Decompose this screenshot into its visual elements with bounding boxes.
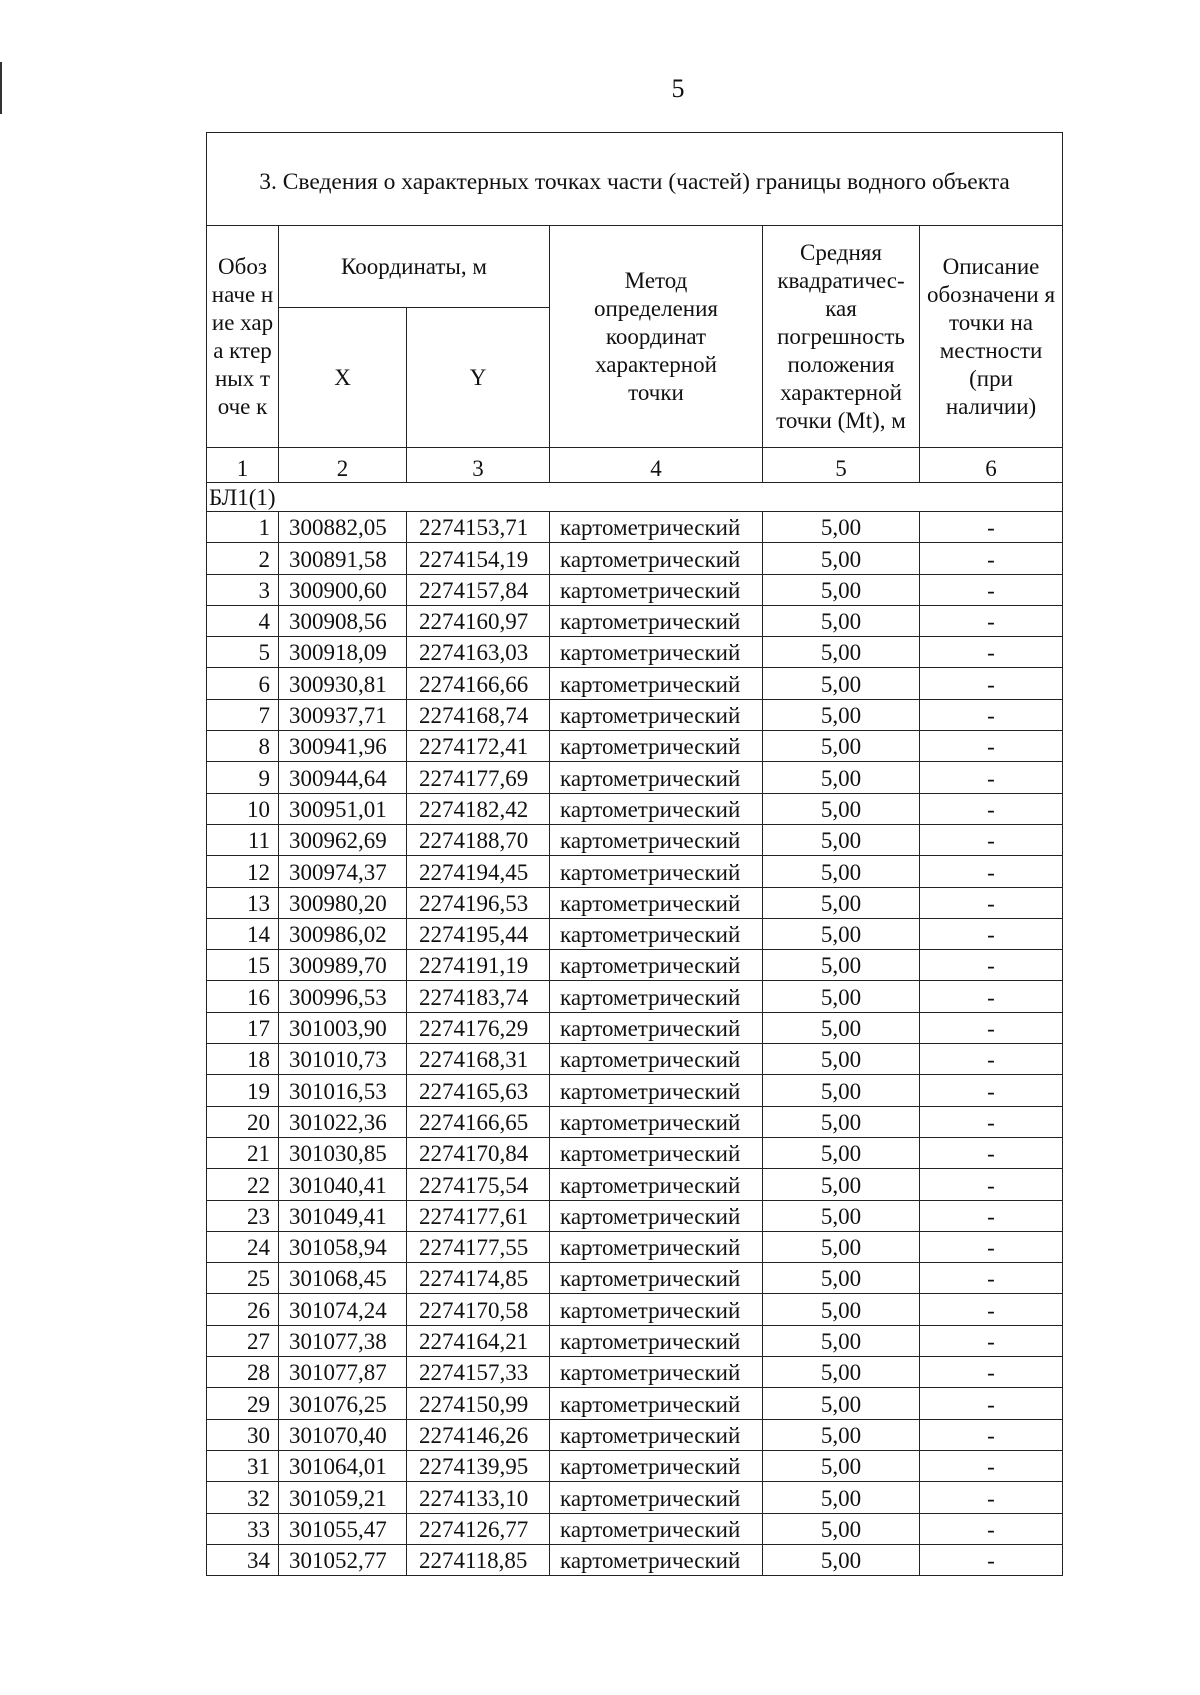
point-number-cell: 16 [207,981,279,1012]
point-number-cell: 13 [207,887,279,918]
method-cell: картометрический [550,856,763,887]
description-cell: - [920,1137,1063,1168]
coord-y-cell: 2274183,74 [407,981,550,1012]
column-number: 2 [279,448,407,483]
mean-error-cell: 5,00 [763,1482,920,1513]
method-cell: картометрический [550,1544,763,1575]
coord-y-cell: 2274165,63 [407,1075,550,1106]
mean-error-cell: 5,00 [763,1357,920,1388]
description-cell: - [920,1294,1063,1325]
point-number-cell: 20 [207,1106,279,1137]
method-cell: картометрический [550,512,763,543]
method-cell: картометрический [550,543,763,574]
point-number-cell: 32 [207,1482,279,1513]
table-row [207,1200,1063,1231]
point-number-cell: 29 [207,1388,279,1419]
mean-error-cell: 5,00 [763,1169,920,1200]
coord-x-cell: 301076,25 [279,1388,407,1419]
point-number-cell: 31 [207,1450,279,1481]
table-row [207,1137,1063,1168]
table-row [207,605,1063,636]
point-number-cell: 5 [207,637,279,668]
header-y: Y [407,308,550,448]
table-row [207,1388,1063,1419]
table-row [207,1544,1063,1575]
coord-y-cell: 2274177,69 [407,762,550,793]
coord-x-cell: 301052,77 [279,1544,407,1575]
method-cell: картометрический [550,1294,763,1325]
table-row [207,1325,1063,1356]
coord-x-cell: 301074,24 [279,1294,407,1325]
coord-y-cell: 2274188,70 [407,824,550,855]
point-number-cell: 24 [207,1231,279,1262]
coord-x-cell: 300996,53 [279,981,407,1012]
coord-y-cell: 2274195,44 [407,918,550,949]
point-number-cell: 34 [207,1544,279,1575]
coord-y-cell: 2274139,95 [407,1450,550,1481]
table-row [207,1513,1063,1544]
description-cell: - [920,1388,1063,1419]
point-number-cell: 33 [207,1513,279,1544]
method-cell: картометрический [550,1106,763,1137]
coord-x-cell: 300944,64 [279,762,407,793]
method-cell: картометрический [550,1450,763,1481]
column-number: 5 [763,448,920,483]
mean-error-cell: 5,00 [763,1137,920,1168]
description-cell: - [920,1044,1063,1075]
column-number: 1 [207,448,279,483]
description-cell: - [920,918,1063,949]
description-cell: - [920,887,1063,918]
mean-error-cell: 5,00 [763,512,920,543]
coord-y-cell: 2274166,66 [407,668,550,699]
method-cell: картометрический [550,887,763,918]
point-number-cell: 2 [207,543,279,574]
table-row [207,793,1063,824]
column-number: 4 [550,448,763,483]
table-row [207,1169,1063,1200]
mean-error-cell: 5,00 [763,918,920,949]
point-number-cell: 4 [207,605,279,636]
table-row [207,1482,1063,1513]
point-number-cell: 27 [207,1325,279,1356]
method-cell: картометрический [550,1325,763,1356]
table-row [207,668,1063,699]
mean-error-cell: 5,00 [763,668,920,699]
point-number-cell: 30 [207,1419,279,1450]
point-number-cell: 12 [207,856,279,887]
coord-x-cell: 301055,47 [279,1513,407,1544]
description-cell: - [920,1325,1063,1356]
mean-error-cell: 5,00 [763,1325,920,1356]
method-cell: картометрический [550,950,763,981]
description-cell: - [920,512,1063,543]
mean-error-cell: 5,00 [763,1544,920,1575]
coord-x-cell: 301022,36 [279,1106,407,1137]
table-row [207,950,1063,981]
method-cell: картометрический [550,1044,763,1075]
point-number-cell: 10 [207,793,279,824]
coord-x-cell: 300974,37 [279,856,407,887]
coord-y-cell: 2274176,29 [407,1012,550,1043]
description-cell: - [920,1106,1063,1137]
mean-error-cell: 5,00 [763,824,920,855]
point-number-cell: 15 [207,950,279,981]
description-cell: - [920,1513,1063,1544]
method-cell: картометрический [550,1075,763,1106]
method-cell: картометрический [550,1137,763,1168]
coord-x-cell: 300962,69 [279,824,407,855]
table-row [207,574,1063,605]
coord-y-cell: 2274196,53 [407,887,550,918]
method-cell: картометрический [550,918,763,949]
coord-x-cell: 301064,01 [279,1450,407,1481]
table-row [207,1419,1063,1450]
description-cell: - [920,731,1063,762]
method-cell: картометрический [550,1482,763,1513]
coord-x-cell: 301070,40 [279,1419,407,1450]
description-cell: - [920,543,1063,574]
coord-y-cell: 2274168,74 [407,699,550,730]
coord-y-cell: 2274168,31 [407,1044,550,1075]
mean-error-cell: 5,00 [763,1263,920,1294]
description-cell: - [920,1012,1063,1043]
point-number-cell: 14 [207,918,279,949]
point-number-cell: 22 [207,1169,279,1200]
coord-y-cell: 2274118,85 [407,1544,550,1575]
mean-error-cell: 5,00 [763,1231,920,1262]
mean-error-cell: 5,00 [763,856,920,887]
method-cell: картометрический [550,1200,763,1231]
coord-y-cell: 2274170,84 [407,1137,550,1168]
description-cell: - [920,1231,1063,1262]
table-row [207,1231,1063,1262]
coord-y-cell: 2274177,55 [407,1231,550,1262]
method-cell: картометрический [550,824,763,855]
coord-y-cell: 2274150,99 [407,1388,550,1419]
table-row [207,1263,1063,1294]
method-cell: картометрический [550,793,763,824]
coord-y-cell: 2274146,26 [407,1419,550,1450]
mean-error-cell: 5,00 [763,1419,920,1450]
mean-error-cell: 5,00 [763,1513,920,1544]
coord-x-cell: 300908,56 [279,605,407,636]
description-cell: - [920,793,1063,824]
point-number-cell: 6 [207,668,279,699]
table-row [207,1357,1063,1388]
mean-error-cell: 5,00 [763,574,920,605]
coord-y-cell: 2274164,21 [407,1325,550,1356]
coord-x-cell: 300989,70 [279,950,407,981]
description-cell: - [920,762,1063,793]
table-row [207,887,1063,918]
coord-x-cell: 300986,02 [279,918,407,949]
coord-x-cell: 300918,09 [279,637,407,668]
coord-y-cell: 2274157,84 [407,574,550,605]
coord-y-cell: 2274163,03 [407,637,550,668]
coord-x-cell: 301040,41 [279,1169,407,1200]
coord-x-cell: 300900,60 [279,574,407,605]
description-cell: - [920,1357,1063,1388]
mean-error-cell: 5,00 [763,981,920,1012]
table-row [207,1044,1063,1075]
description-cell: - [920,699,1063,730]
method-cell: картометрический [550,637,763,668]
table-row [207,699,1063,730]
description-cell: - [920,574,1063,605]
mean-error-cell: 5,00 [763,1106,920,1137]
mean-error-cell: 5,00 [763,793,920,824]
coord-x-cell: 300930,81 [279,668,407,699]
description-cell: - [920,605,1063,636]
point-number-cell: 11 [207,824,279,855]
table-row [207,856,1063,887]
coord-y-cell: 2274157,33 [407,1357,550,1388]
mean-error-cell: 5,00 [763,637,920,668]
mean-error-cell: 5,00 [763,543,920,574]
table-row [207,637,1063,668]
point-number-cell: 7 [207,699,279,730]
header-error: Средняя квадратичес- кая погрешность положения характерной точки (Mt), м [763,226,920,448]
coord-y-cell: 2274191,19 [407,950,550,981]
table-body [207,512,1063,1576]
coord-x-cell: 301077,38 [279,1325,407,1356]
table-row [207,1012,1063,1043]
point-number-cell: 28 [207,1357,279,1388]
header-description: Описание обозначени я точки на местности (при наличии) [920,226,1063,448]
coord-x-cell: 301003,90 [279,1012,407,1043]
description-cell: - [920,856,1063,887]
method-cell: картометрический [550,1419,763,1450]
coord-x-cell: 301016,53 [279,1075,407,1106]
boundary-points-table-wrapper [206,132,1062,1576]
coord-y-cell: 2274126,77 [407,1513,550,1544]
coord-y-cell: 2274154,19 [407,543,550,574]
table-row [207,918,1063,949]
mean-error-cell: 5,00 [763,699,920,730]
table-row [207,824,1063,855]
coord-y-cell: 2274174,85 [407,1263,550,1294]
section-label: БЛ1(1) [207,483,1063,512]
column-number-row [207,448,1063,483]
method-cell: картометрический [550,762,763,793]
header-method: Метод определения координат характерной точки [550,226,763,448]
mean-error-cell: 5,00 [763,1012,920,1043]
coord-y-cell: 2274172,41 [407,731,550,762]
description-cell: - [920,981,1063,1012]
description-cell: - [920,1200,1063,1231]
table-row [207,762,1063,793]
table-row [207,1106,1063,1137]
method-cell: картометрический [550,1231,763,1262]
mean-error-cell: 5,00 [763,887,920,918]
column-number: 6 [920,448,1063,483]
point-number-cell: 18 [207,1044,279,1075]
description-cell: - [920,1544,1063,1575]
coord-y-cell: 2274170,58 [407,1294,550,1325]
coord-x-cell: 300951,01 [279,793,407,824]
table-row [207,543,1063,574]
mean-error-cell: 5,00 [763,1388,920,1419]
method-cell: картометрический [550,1513,763,1544]
coord-x-cell: 301010,73 [279,1044,407,1075]
description-cell: - [920,1075,1063,1106]
point-number-cell: 17 [207,1012,279,1043]
description-cell: - [920,637,1063,668]
coord-x-cell: 300891,58 [279,543,407,574]
coord-y-cell: 2274182,42 [407,793,550,824]
coord-y-cell: 2274160,97 [407,605,550,636]
point-number-cell: 26 [207,1294,279,1325]
coord-y-cell: 2274153,71 [407,512,550,543]
description-cell: - [920,1263,1063,1294]
table-title: 3. Сведения о характерных точках части (частей) границы водного объекта [207,133,1063,226]
point-number-cell: 3 [207,574,279,605]
description-cell: - [920,1482,1063,1513]
coord-y-cell: 2274194,45 [407,856,550,887]
point-number-cell: 9 [207,762,279,793]
method-cell: картометрический [550,981,763,1012]
mean-error-cell: 5,00 [763,950,920,981]
header-coordinates: Координаты, м [279,226,550,308]
page-number: 5 [671,74,685,103]
coord-x-cell: 301077,87 [279,1357,407,1388]
coord-x-cell: 301058,94 [279,1231,407,1262]
method-cell: картометрический [550,1357,763,1388]
description-cell: - [920,1419,1063,1450]
coord-x-cell: 300937,71 [279,699,407,730]
coord-y-cell: 2274177,61 [407,1200,550,1231]
method-cell: картометрический [550,605,763,636]
table-row [207,981,1063,1012]
table-row [207,731,1063,762]
description-cell: - [920,668,1063,699]
table-row [207,512,1063,543]
point-number-cell: 25 [207,1263,279,1294]
mean-error-cell: 5,00 [763,731,920,762]
mean-error-cell: 5,00 [763,1075,920,1106]
coord-x-cell: 300980,20 [279,887,407,918]
coord-x-cell: 301030,85 [279,1137,407,1168]
coord-y-cell: 2274175,54 [407,1169,550,1200]
mean-error-cell: 5,00 [763,1044,920,1075]
method-cell: картометрический [550,1263,763,1294]
description-cell: - [920,1450,1063,1481]
coord-x-cell: 301068,45 [279,1263,407,1294]
coord-y-cell: 2274133,10 [407,1482,550,1513]
point-number-cell: 23 [207,1200,279,1231]
mean-error-cell: 5,00 [763,762,920,793]
description-cell: - [920,950,1063,981]
coord-x-cell: 301049,41 [279,1200,407,1231]
method-cell: картометрический [550,1169,763,1200]
point-number-cell: 19 [207,1075,279,1106]
boundary-points-table [206,132,1063,1576]
method-cell: картометрический [550,1388,763,1419]
method-cell: картометрический [550,1012,763,1043]
coord-y-cell: 2274166,65 [407,1106,550,1137]
method-cell: картометрический [550,668,763,699]
table-row [207,1294,1063,1325]
point-number-cell: 8 [207,731,279,762]
point-number-cell: 21 [207,1137,279,1168]
mean-error-cell: 5,00 [763,1450,920,1481]
description-cell: - [920,824,1063,855]
description-cell: - [920,1169,1063,1200]
point-number-cell: 1 [207,512,279,543]
coord-x-cell: 300882,05 [279,512,407,543]
header-designation: Обоз наче ние хара ктер ных точе к [207,226,279,448]
method-cell: картометрический [550,699,763,730]
coord-x-cell: 300941,96 [279,731,407,762]
header-x: X [279,308,407,448]
table-row [207,1075,1063,1106]
mean-error-cell: 5,00 [763,1294,920,1325]
mean-error-cell: 5,00 [763,605,920,636]
method-cell: картометрический [550,731,763,762]
mean-error-cell: 5,00 [763,1200,920,1231]
column-number: 3 [407,448,550,483]
method-cell: картометрический [550,574,763,605]
table-row [207,1450,1063,1481]
coord-x-cell: 301059,21 [279,1482,407,1513]
